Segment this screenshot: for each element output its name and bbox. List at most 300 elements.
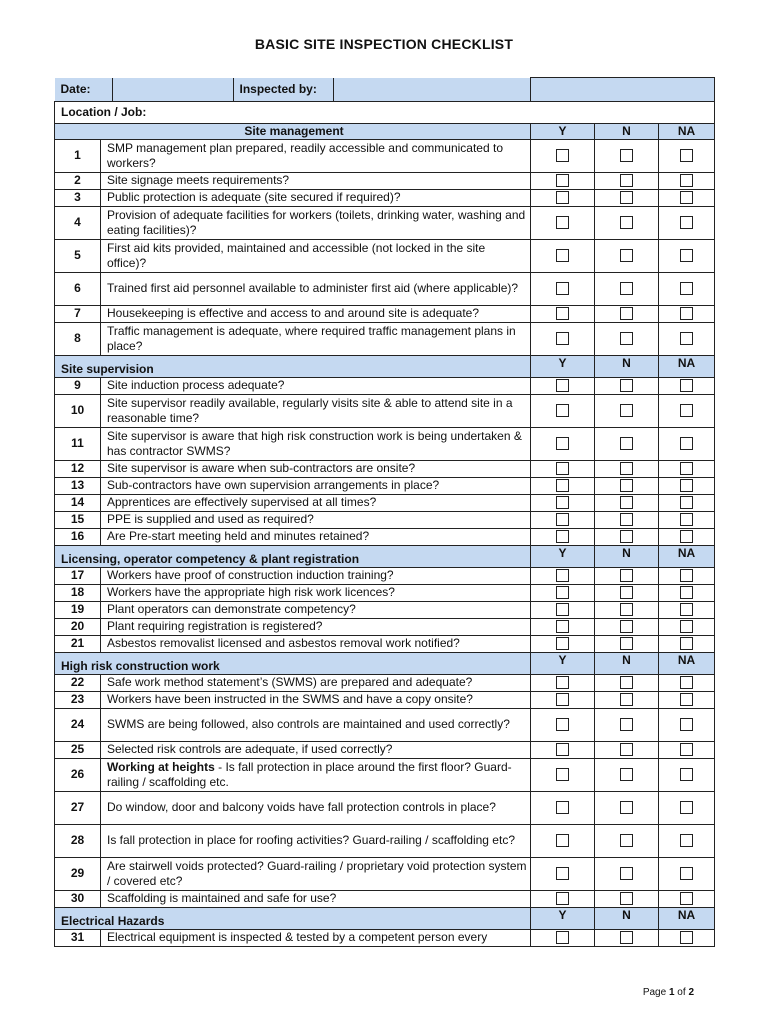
cell-na — [659, 635, 715, 652]
cell-y — [531, 791, 595, 824]
item-description — [101, 394, 531, 427]
cell-n — [595, 758, 659, 791]
location-row — [55, 101, 715, 123]
item-description — [101, 618, 531, 635]
item-text: Are Pre-start meeting held and minutes retained? — [107, 529, 370, 543]
cell-na — [659, 494, 715, 511]
checklist-row — [55, 139, 715, 172]
inspected-by-field[interactable] — [334, 78, 531, 101]
cell-na — [659, 460, 715, 477]
checkbox-n[interactable] — [620, 462, 633, 475]
date-label: Date: — [55, 78, 113, 101]
column-header-y: Y — [531, 907, 595, 929]
checkbox-y[interactable] — [556, 586, 569, 599]
column-header-y: Y — [531, 652, 595, 674]
checklist-row — [55, 394, 715, 427]
item-number: 30 — [55, 890, 101, 907]
cell-n — [595, 305, 659, 322]
cell-n — [595, 272, 659, 305]
checkbox-na[interactable] — [680, 768, 693, 781]
item-number: 5 — [55, 239, 101, 272]
checklist-row — [55, 272, 715, 305]
cell-na — [659, 528, 715, 545]
item-text: Sub-contractors have own supervision arrangements in place? — [107, 478, 440, 492]
item-description — [101, 708, 531, 741]
cell-n — [595, 377, 659, 394]
item-text: - Is fall protection in place around the first floor? Guard-railing / scaffolding etc. — [107, 759, 512, 789]
item-description — [101, 427, 531, 460]
checkbox-na[interactable] — [680, 404, 693, 417]
item-description — [101, 674, 531, 691]
checkbox-y[interactable] — [556, 174, 569, 187]
item-text: Is fall protection in place for roofing activities? Guard-railing / scaffolding etc? — [107, 833, 515, 847]
item-description — [101, 635, 531, 652]
checkbox-n[interactable] — [620, 676, 633, 689]
section-header-row — [55, 907, 715, 929]
checkbox-n[interactable] — [620, 867, 633, 880]
checklist-row — [55, 691, 715, 708]
checkbox-y[interactable] — [556, 743, 569, 756]
checkbox-na[interactable] — [680, 569, 693, 582]
checkbox-y[interactable] — [556, 637, 569, 650]
checkbox-n[interactable] — [620, 496, 633, 509]
cell-na — [659, 674, 715, 691]
cell-n — [595, 674, 659, 691]
cell-n — [595, 567, 659, 584]
cell-y — [531, 511, 595, 528]
checkbox-n[interactable] — [620, 307, 633, 320]
checklist-row — [55, 708, 715, 741]
checklist-row — [55, 857, 715, 890]
checkbox-na[interactable] — [680, 834, 693, 847]
cell-na — [659, 857, 715, 890]
cell-n — [595, 394, 659, 427]
item-text: Site signage meets requirements? — [107, 173, 290, 187]
column-header-na: NA — [659, 355, 715, 377]
checklist-row — [55, 618, 715, 635]
cell-y — [531, 890, 595, 907]
checkbox-na[interactable] — [680, 496, 693, 509]
cell-y — [531, 584, 595, 601]
column-header-n: N — [595, 652, 659, 674]
checkbox-na[interactable] — [680, 801, 693, 814]
cell-n — [595, 528, 659, 545]
checkbox-n[interactable] — [620, 768, 633, 781]
checklist-table — [54, 77, 715, 947]
item-number: 4 — [55, 206, 101, 239]
cell-y — [531, 691, 595, 708]
cell-y — [531, 477, 595, 494]
item-text: Scaffolding is maintained and safe for use? — [107, 891, 337, 905]
cell-n — [595, 857, 659, 890]
cell-na — [659, 427, 715, 460]
item-description — [101, 857, 531, 890]
item-description — [101, 691, 531, 708]
inspected-by-label: Inspected by: — [234, 78, 334, 101]
checkbox-y[interactable] — [556, 149, 569, 162]
item-number: 18 — [55, 584, 101, 601]
cell-y — [531, 172, 595, 189]
checkbox-na[interactable] — [680, 892, 693, 905]
checkbox-n[interactable] — [620, 586, 633, 599]
item-description — [101, 305, 531, 322]
checkbox-y[interactable] — [556, 282, 569, 295]
checkbox-n[interactable] — [620, 603, 633, 616]
checkbox-n[interactable] — [620, 718, 633, 731]
cell-y — [531, 635, 595, 652]
item-description — [101, 528, 531, 545]
cell-y — [531, 741, 595, 758]
checkbox-n[interactable] — [620, 743, 633, 756]
cell-n — [595, 460, 659, 477]
item-number: 16 — [55, 528, 101, 545]
cell-n — [595, 618, 659, 635]
cell-n — [595, 511, 659, 528]
cell-y — [531, 567, 595, 584]
inspected-by-field-extension[interactable] — [531, 78, 715, 102]
checkbox-y[interactable] — [556, 867, 569, 880]
checkbox-y[interactable] — [556, 892, 569, 905]
cell-y — [531, 929, 595, 946]
checkbox-na[interactable] — [680, 216, 693, 229]
checkbox-y[interactable] — [556, 216, 569, 229]
cell-y — [531, 460, 595, 477]
section-header-row — [55, 123, 715, 139]
item-text: Selected risk controls are adequate, if used correctly? — [107, 742, 393, 756]
item-text: Apprentices are effectively supervised at all times? — [107, 495, 377, 509]
item-description — [101, 139, 531, 172]
checklist-row — [55, 635, 715, 652]
checkbox-na[interactable] — [680, 282, 693, 295]
checkbox-na[interactable] — [680, 718, 693, 731]
cell-y — [531, 857, 595, 890]
cell-n — [595, 601, 659, 618]
item-number: 20 — [55, 618, 101, 635]
column-header-na: NA — [659, 123, 715, 139]
cell-y — [531, 305, 595, 322]
item-text: Site induction process adequate? — [107, 378, 285, 392]
checkbox-n[interactable] — [620, 216, 633, 229]
column-header-na: NA — [659, 907, 715, 929]
checkbox-n[interactable] — [620, 479, 633, 492]
item-description — [101, 377, 531, 394]
cell-n — [595, 635, 659, 652]
cell-y — [531, 139, 595, 172]
cell-na — [659, 272, 715, 305]
checklist-row — [55, 172, 715, 189]
checkbox-n[interactable] — [620, 931, 633, 944]
checklist-row — [55, 890, 715, 907]
item-number: 8 — [55, 322, 101, 355]
checklist-row — [55, 929, 715, 946]
checkbox-na[interactable] — [680, 603, 693, 616]
cell-n — [595, 239, 659, 272]
checkbox-y[interactable] — [556, 191, 569, 204]
cell-n — [595, 791, 659, 824]
item-text: Provision of adequate facilities for workers (toilets, drinking water, washing and eating facilities)? — [107, 207, 526, 237]
checkbox-na[interactable] — [680, 676, 693, 689]
column-header-n: N — [595, 545, 659, 567]
item-description — [101, 206, 531, 239]
checklist-row — [55, 460, 715, 477]
item-number: 27 — [55, 791, 101, 824]
checkbox-y[interactable] — [556, 620, 569, 633]
cell-y — [531, 427, 595, 460]
item-text: SMP management plan prepared, readily accessible and communicated to workers? — [107, 140, 503, 170]
checklist-row — [55, 322, 715, 355]
checkbox-n[interactable] — [620, 191, 633, 204]
cell-n — [595, 824, 659, 857]
item-text: Electrical equipment is inspected & tested by a competent person every — [107, 930, 488, 944]
checklist-row — [55, 584, 715, 601]
cell-na — [659, 394, 715, 427]
section-title: High risk construction work — [55, 652, 531, 674]
item-text: Trained first aid personnel available to administer first aid (where applicable)? — [107, 281, 519, 295]
cell-na — [659, 206, 715, 239]
cell-na — [659, 890, 715, 907]
checkbox-y[interactable] — [556, 834, 569, 847]
cell-n — [595, 890, 659, 907]
date-field[interactable] — [113, 78, 234, 101]
column-header-y: Y — [531, 123, 595, 139]
checkbox-na[interactable] — [680, 379, 693, 392]
checkbox-na[interactable] — [680, 479, 693, 492]
item-description — [101, 272, 531, 305]
section-header-row — [55, 652, 715, 674]
item-number: 21 — [55, 635, 101, 652]
checkbox-na[interactable] — [680, 437, 693, 450]
checkbox-na[interactable] — [680, 462, 693, 475]
checkbox-n[interactable] — [620, 282, 633, 295]
section-header-row — [55, 545, 715, 567]
item-description — [101, 494, 531, 511]
item-number: 24 — [55, 708, 101, 741]
cell-n — [595, 172, 659, 189]
item-text: Workers have proof of construction induction training? — [107, 568, 394, 582]
checkbox-n[interactable] — [620, 513, 633, 526]
cell-na — [659, 691, 715, 708]
checklist-row — [55, 601, 715, 618]
checklist-row — [55, 494, 715, 511]
checkbox-y[interactable] — [556, 496, 569, 509]
item-description — [101, 460, 531, 477]
checkbox-y[interactable] — [556, 569, 569, 582]
item-description — [101, 584, 531, 601]
section-title: Site management — [55, 123, 531, 139]
item-number: 7 — [55, 305, 101, 322]
cell-n — [595, 494, 659, 511]
item-description — [101, 322, 531, 355]
cell-na — [659, 741, 715, 758]
checklist-row — [55, 305, 715, 322]
section-header-row — [55, 355, 715, 377]
cell-n — [595, 929, 659, 946]
checkbox-na[interactable] — [680, 693, 693, 706]
item-number: 11 — [55, 427, 101, 460]
checkbox-na[interactable] — [680, 586, 693, 599]
checkbox-n[interactable] — [620, 693, 633, 706]
checkbox-n[interactable] — [620, 569, 633, 582]
cell-na — [659, 601, 715, 618]
cell-na — [659, 824, 715, 857]
section-title: Site supervision — [55, 355, 531, 377]
item-text: Site supervisor readily available, regularly visits site & able to attend site in a reasonable time? — [107, 395, 513, 425]
column-header-n: N — [595, 123, 659, 139]
checkbox-y[interactable] — [556, 693, 569, 706]
checkbox-y[interactable] — [556, 249, 569, 262]
item-text: Safe work method statement’s (SWMS) are prepared and adequate? — [107, 675, 473, 689]
item-number: 3 — [55, 189, 101, 206]
checkbox-n[interactable] — [620, 530, 633, 543]
checkbox-na[interactable] — [680, 620, 693, 633]
cell-y — [531, 394, 595, 427]
item-text: Workers have the appropriate high risk work licences? — [107, 585, 395, 599]
checkbox-na[interactable] — [680, 867, 693, 880]
checklist-row — [55, 528, 715, 545]
header-row — [55, 78, 715, 102]
cell-na — [659, 758, 715, 791]
item-description — [101, 189, 531, 206]
checkbox-y[interactable] — [556, 332, 569, 345]
checkbox-y[interactable] — [556, 437, 569, 450]
cell-n — [595, 691, 659, 708]
checkbox-na[interactable] — [680, 513, 693, 526]
item-number: 1 — [55, 139, 101, 172]
checkbox-na[interactable] — [680, 191, 693, 204]
cell-y — [531, 377, 595, 394]
page-number: Page 1 of 2 — [642, 987, 694, 998]
checkbox-n[interactable] — [620, 637, 633, 650]
checkbox-n[interactable] — [620, 834, 633, 847]
cell-na — [659, 708, 715, 741]
cell-y — [531, 322, 595, 355]
cell-y — [531, 618, 595, 635]
cell-n — [595, 477, 659, 494]
item-number: 26 — [55, 758, 101, 791]
cell-na — [659, 584, 715, 601]
cell-n — [595, 708, 659, 741]
checkbox-n[interactable] — [620, 379, 633, 392]
checkbox-n[interactable] — [620, 332, 633, 345]
cell-n — [595, 322, 659, 355]
cell-y — [531, 708, 595, 741]
checkbox-na[interactable] — [680, 307, 693, 320]
item-number: 23 — [55, 691, 101, 708]
checkbox-na[interactable] — [680, 743, 693, 756]
checkbox-n[interactable] — [620, 404, 633, 417]
item-description — [101, 567, 531, 584]
location-label: Location / Job: — [55, 101, 715, 123]
checkbox-y[interactable] — [556, 801, 569, 814]
cell-y — [531, 601, 595, 618]
checklist-row — [55, 791, 715, 824]
cell-na — [659, 377, 715, 394]
cell-y — [531, 824, 595, 857]
checkbox-y[interactable] — [556, 603, 569, 616]
checklist-row — [55, 189, 715, 206]
item-text: Plant requiring registration is registered? — [107, 619, 323, 633]
cell-y — [531, 674, 595, 691]
item-description — [101, 791, 531, 824]
item-description — [101, 741, 531, 758]
checkbox-na[interactable] — [680, 530, 693, 543]
checkbox-y[interactable] — [556, 676, 569, 689]
cell-na — [659, 172, 715, 189]
column-header-n: N — [595, 907, 659, 929]
cell-na — [659, 791, 715, 824]
item-description — [101, 758, 531, 791]
cell-y — [531, 189, 595, 206]
cell-y — [531, 272, 595, 305]
cell-y — [531, 206, 595, 239]
checkbox-y[interactable] — [556, 379, 569, 392]
checkbox-y[interactable] — [556, 479, 569, 492]
checklist-row — [55, 239, 715, 272]
checklist-row — [55, 567, 715, 584]
cell-na — [659, 618, 715, 635]
checklist-row — [55, 824, 715, 857]
checkbox-na[interactable] — [680, 174, 693, 187]
item-text: Traffic management is adequate, where required traffic management plans in place? — [107, 323, 516, 353]
checkbox-y[interactable] — [556, 718, 569, 731]
cell-na — [659, 477, 715, 494]
cell-y — [531, 528, 595, 545]
checkbox-n[interactable] — [620, 620, 633, 633]
checkbox-y[interactable] — [556, 530, 569, 543]
checkbox-n[interactable] — [620, 174, 633, 187]
item-text: SWMS are being followed, also controls are maintained and used correctly? — [107, 717, 510, 731]
checkbox-y[interactable] — [556, 307, 569, 320]
item-text: Workers have been instructed in the SWMS and have a copy onsite? — [107, 692, 473, 706]
item-number: 12 — [55, 460, 101, 477]
item-number: 14 — [55, 494, 101, 511]
checkbox-n[interactable] — [620, 149, 633, 162]
item-number: 2 — [55, 172, 101, 189]
checkbox-y[interactable] — [556, 513, 569, 526]
section-title: Licensing, operator competency & plant registration — [55, 545, 531, 567]
checklist-row — [55, 758, 715, 791]
checkbox-y[interactable] — [556, 768, 569, 781]
checklist-row — [55, 511, 715, 528]
checkbox-y[interactable] — [556, 404, 569, 417]
item-text: Site supervisor is aware that high risk construction work is being undertaken & has contractor SWMS? — [107, 428, 522, 458]
checkbox-n[interactable] — [620, 437, 633, 450]
checkbox-na[interactable] — [680, 332, 693, 345]
cell-y — [531, 758, 595, 791]
item-description — [101, 890, 531, 907]
checkbox-n[interactable] — [620, 801, 633, 814]
item-number: 10 — [55, 394, 101, 427]
checkbox-n[interactable] — [620, 892, 633, 905]
cell-na — [659, 239, 715, 272]
checkbox-na[interactable] — [680, 931, 693, 944]
cell-n — [595, 741, 659, 758]
cell-na — [659, 139, 715, 172]
checkbox-na[interactable] — [680, 637, 693, 650]
item-number: 31 — [55, 929, 101, 946]
checkbox-n[interactable] — [620, 249, 633, 262]
item-number: 13 — [55, 477, 101, 494]
column-header-n: N — [595, 355, 659, 377]
item-description — [101, 929, 531, 946]
item-text: Public protection is adequate (site secured if required)? — [107, 190, 401, 204]
checkbox-na[interactable] — [680, 149, 693, 162]
checkbox-y[interactable] — [556, 462, 569, 475]
checkbox-y[interactable] — [556, 931, 569, 944]
item-text: Are stairwell voids protected? Guard-railing / proprietary void protection system / covered etc? — [107, 858, 527, 888]
checkbox-na[interactable] — [680, 249, 693, 262]
cell-na — [659, 567, 715, 584]
